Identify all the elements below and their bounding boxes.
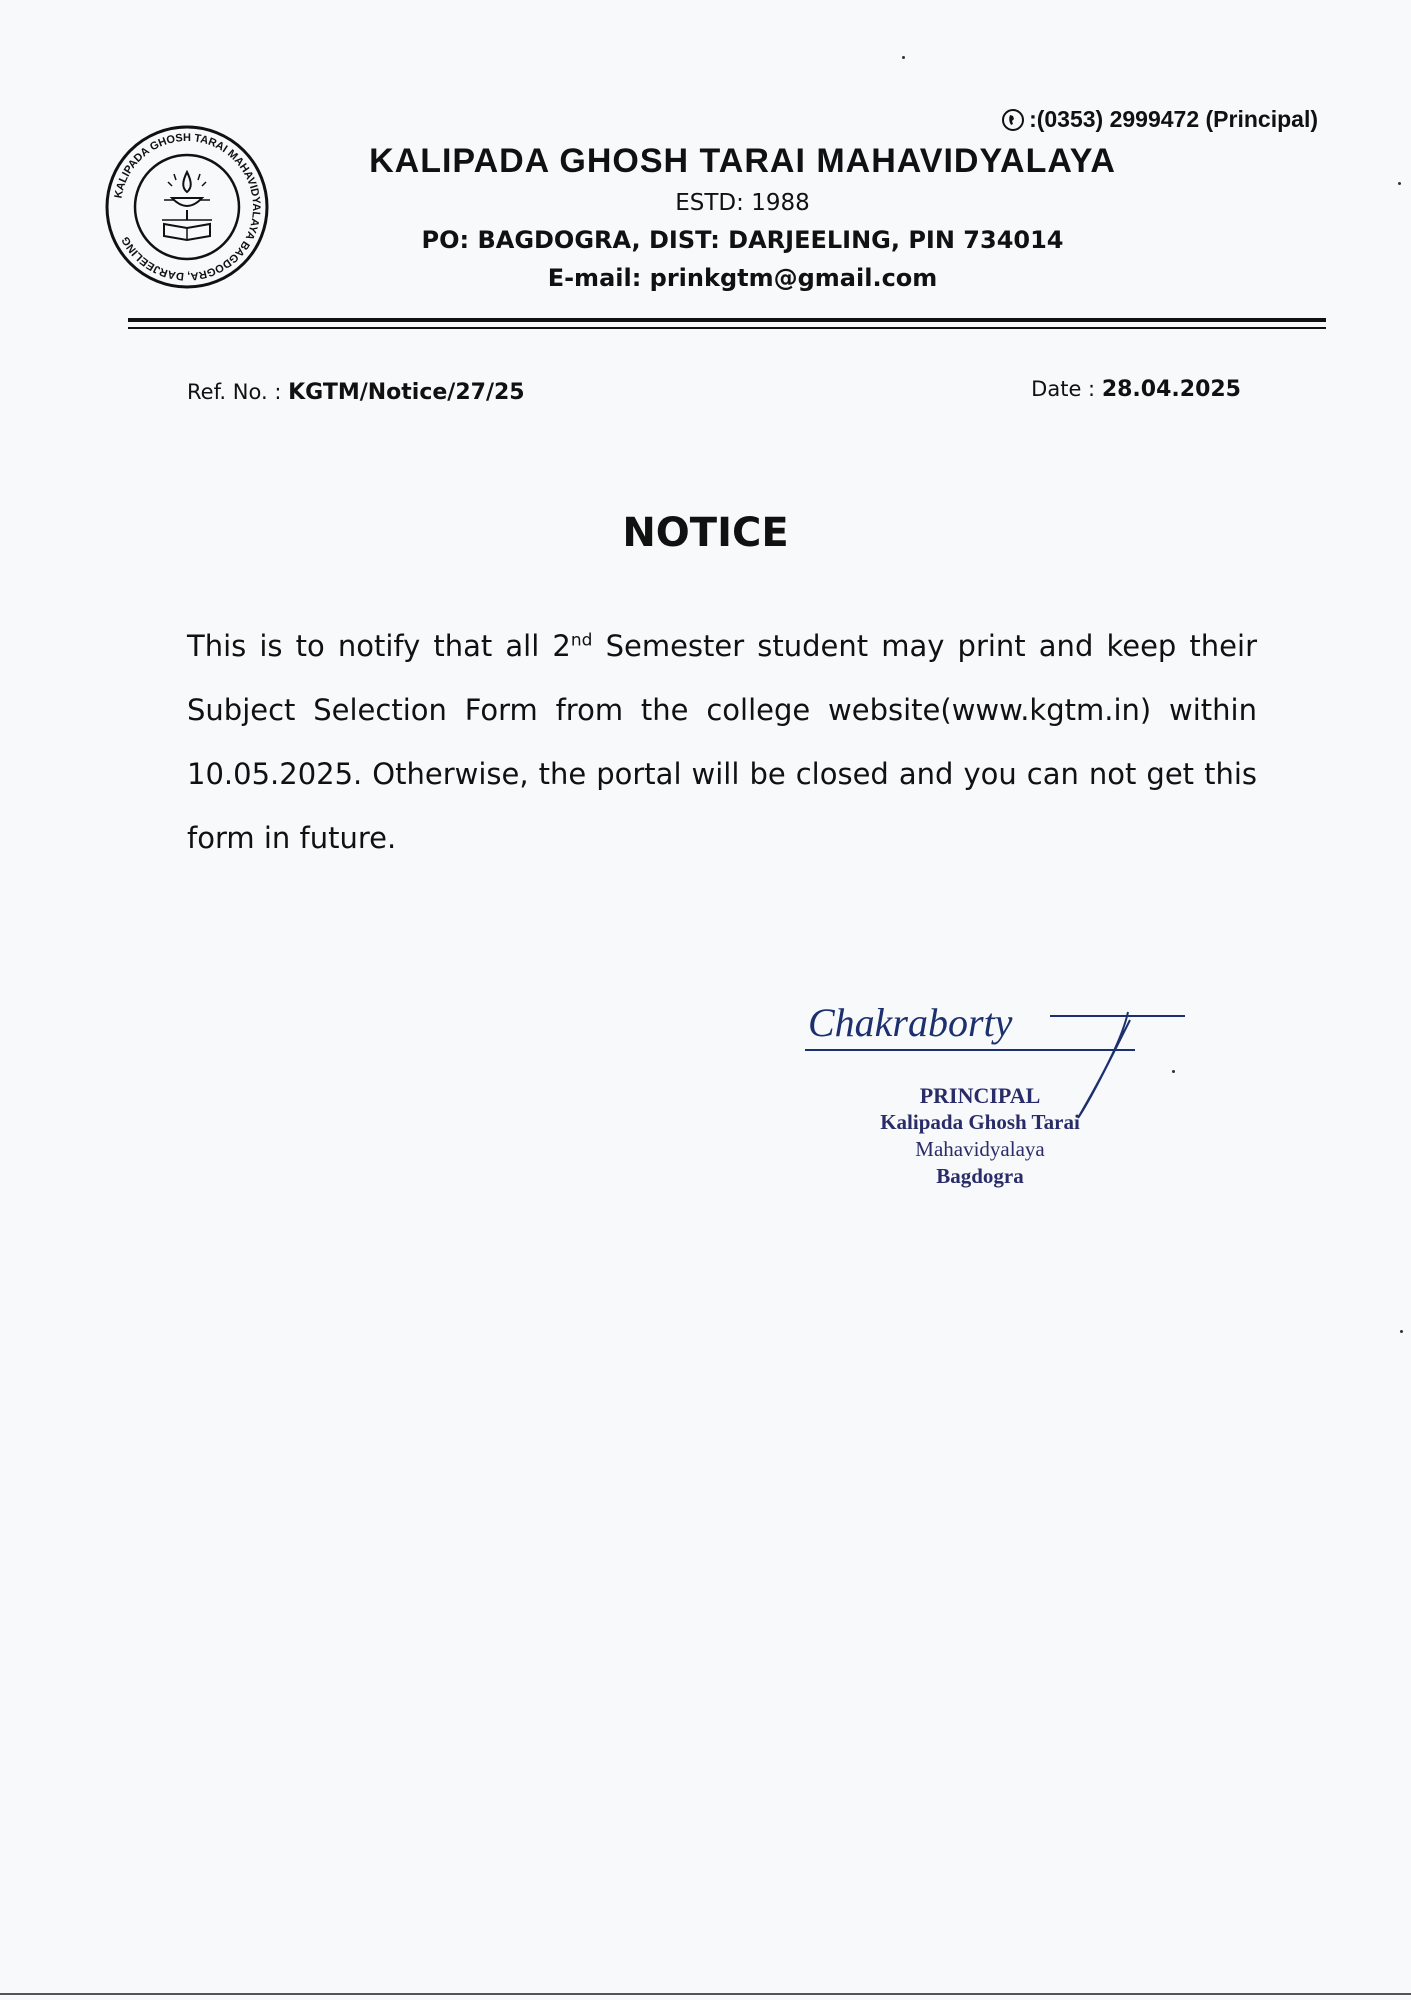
phone-icon <box>1001 108 1025 132</box>
scan-speck <box>1172 1070 1175 1073</box>
notice-date <box>1031 377 1241 402</box>
stamp-location: Bagdogra <box>936 1164 1024 1188</box>
header-divider-thick <box>128 318 1326 322</box>
ref-label: Ref. No. : <box>187 380 282 404</box>
college-address: PO: BAGDOGRA, DIST: DARJEELING, PIN 734014 <box>421 226 1064 254</box>
notice-body-superscript: nd <box>570 630 593 651</box>
notice-body-part1: This is to notify that all 2 <box>187 629 571 663</box>
college-name: KALIPADA GHOSH TARAI MAHAVIDYALAYA <box>369 142 1116 180</box>
stamp-college-name: Kalipada Ghosh Tarai <box>880 1110 1080 1134</box>
header-divider-thin <box>128 327 1326 329</box>
scan-speck <box>1398 182 1401 185</box>
phone-number <box>1001 106 1318 133</box>
date-label: Date : <box>1031 377 1096 401</box>
stamp-title: PRINCIPAL <box>919 1083 1041 1108</box>
ref-value: KGTM/Notice/27/25 <box>288 380 525 405</box>
college-seal-logo <box>104 124 270 290</box>
notice-title: NOTICE <box>622 510 789 556</box>
scan-bottom-edge <box>0 1993 1411 1995</box>
scan-speck <box>1400 1330 1403 1333</box>
notice-body <box>187 614 1257 870</box>
phone-text: :(0353) 2999472 (Principal) <box>1029 106 1318 132</box>
stamp-college-suffix: Mahavidyalaya <box>915 1137 1045 1161</box>
svg-text:KALIPADA GHOSH TARAI MAHAVIDYA: KALIPADA GHOSH TARAI MAHAVIDYALAYA BAGDOGRA, DARJEELING <box>112 131 263 283</box>
notice-body-part2: Semester student may print and keep their Subject Selection Form from the college website(www.kgtm.in) within 10.05.2025. Otherwise, the portal will be closed and you can not get this form in future. <box>187 629 1257 855</box>
signature-handwriting: Chakraborty <box>808 1000 1013 1045</box>
date-value: 28.04.2025 <box>1101 377 1241 402</box>
established-year: ESTD: 1988 <box>675 190 810 216</box>
reference-number <box>187 380 525 405</box>
college-email: E-mail: prinkgtm@gmail.com <box>547 264 938 292</box>
principal-stamp <box>820 1082 1140 1190</box>
scan-speck <box>902 56 905 59</box>
